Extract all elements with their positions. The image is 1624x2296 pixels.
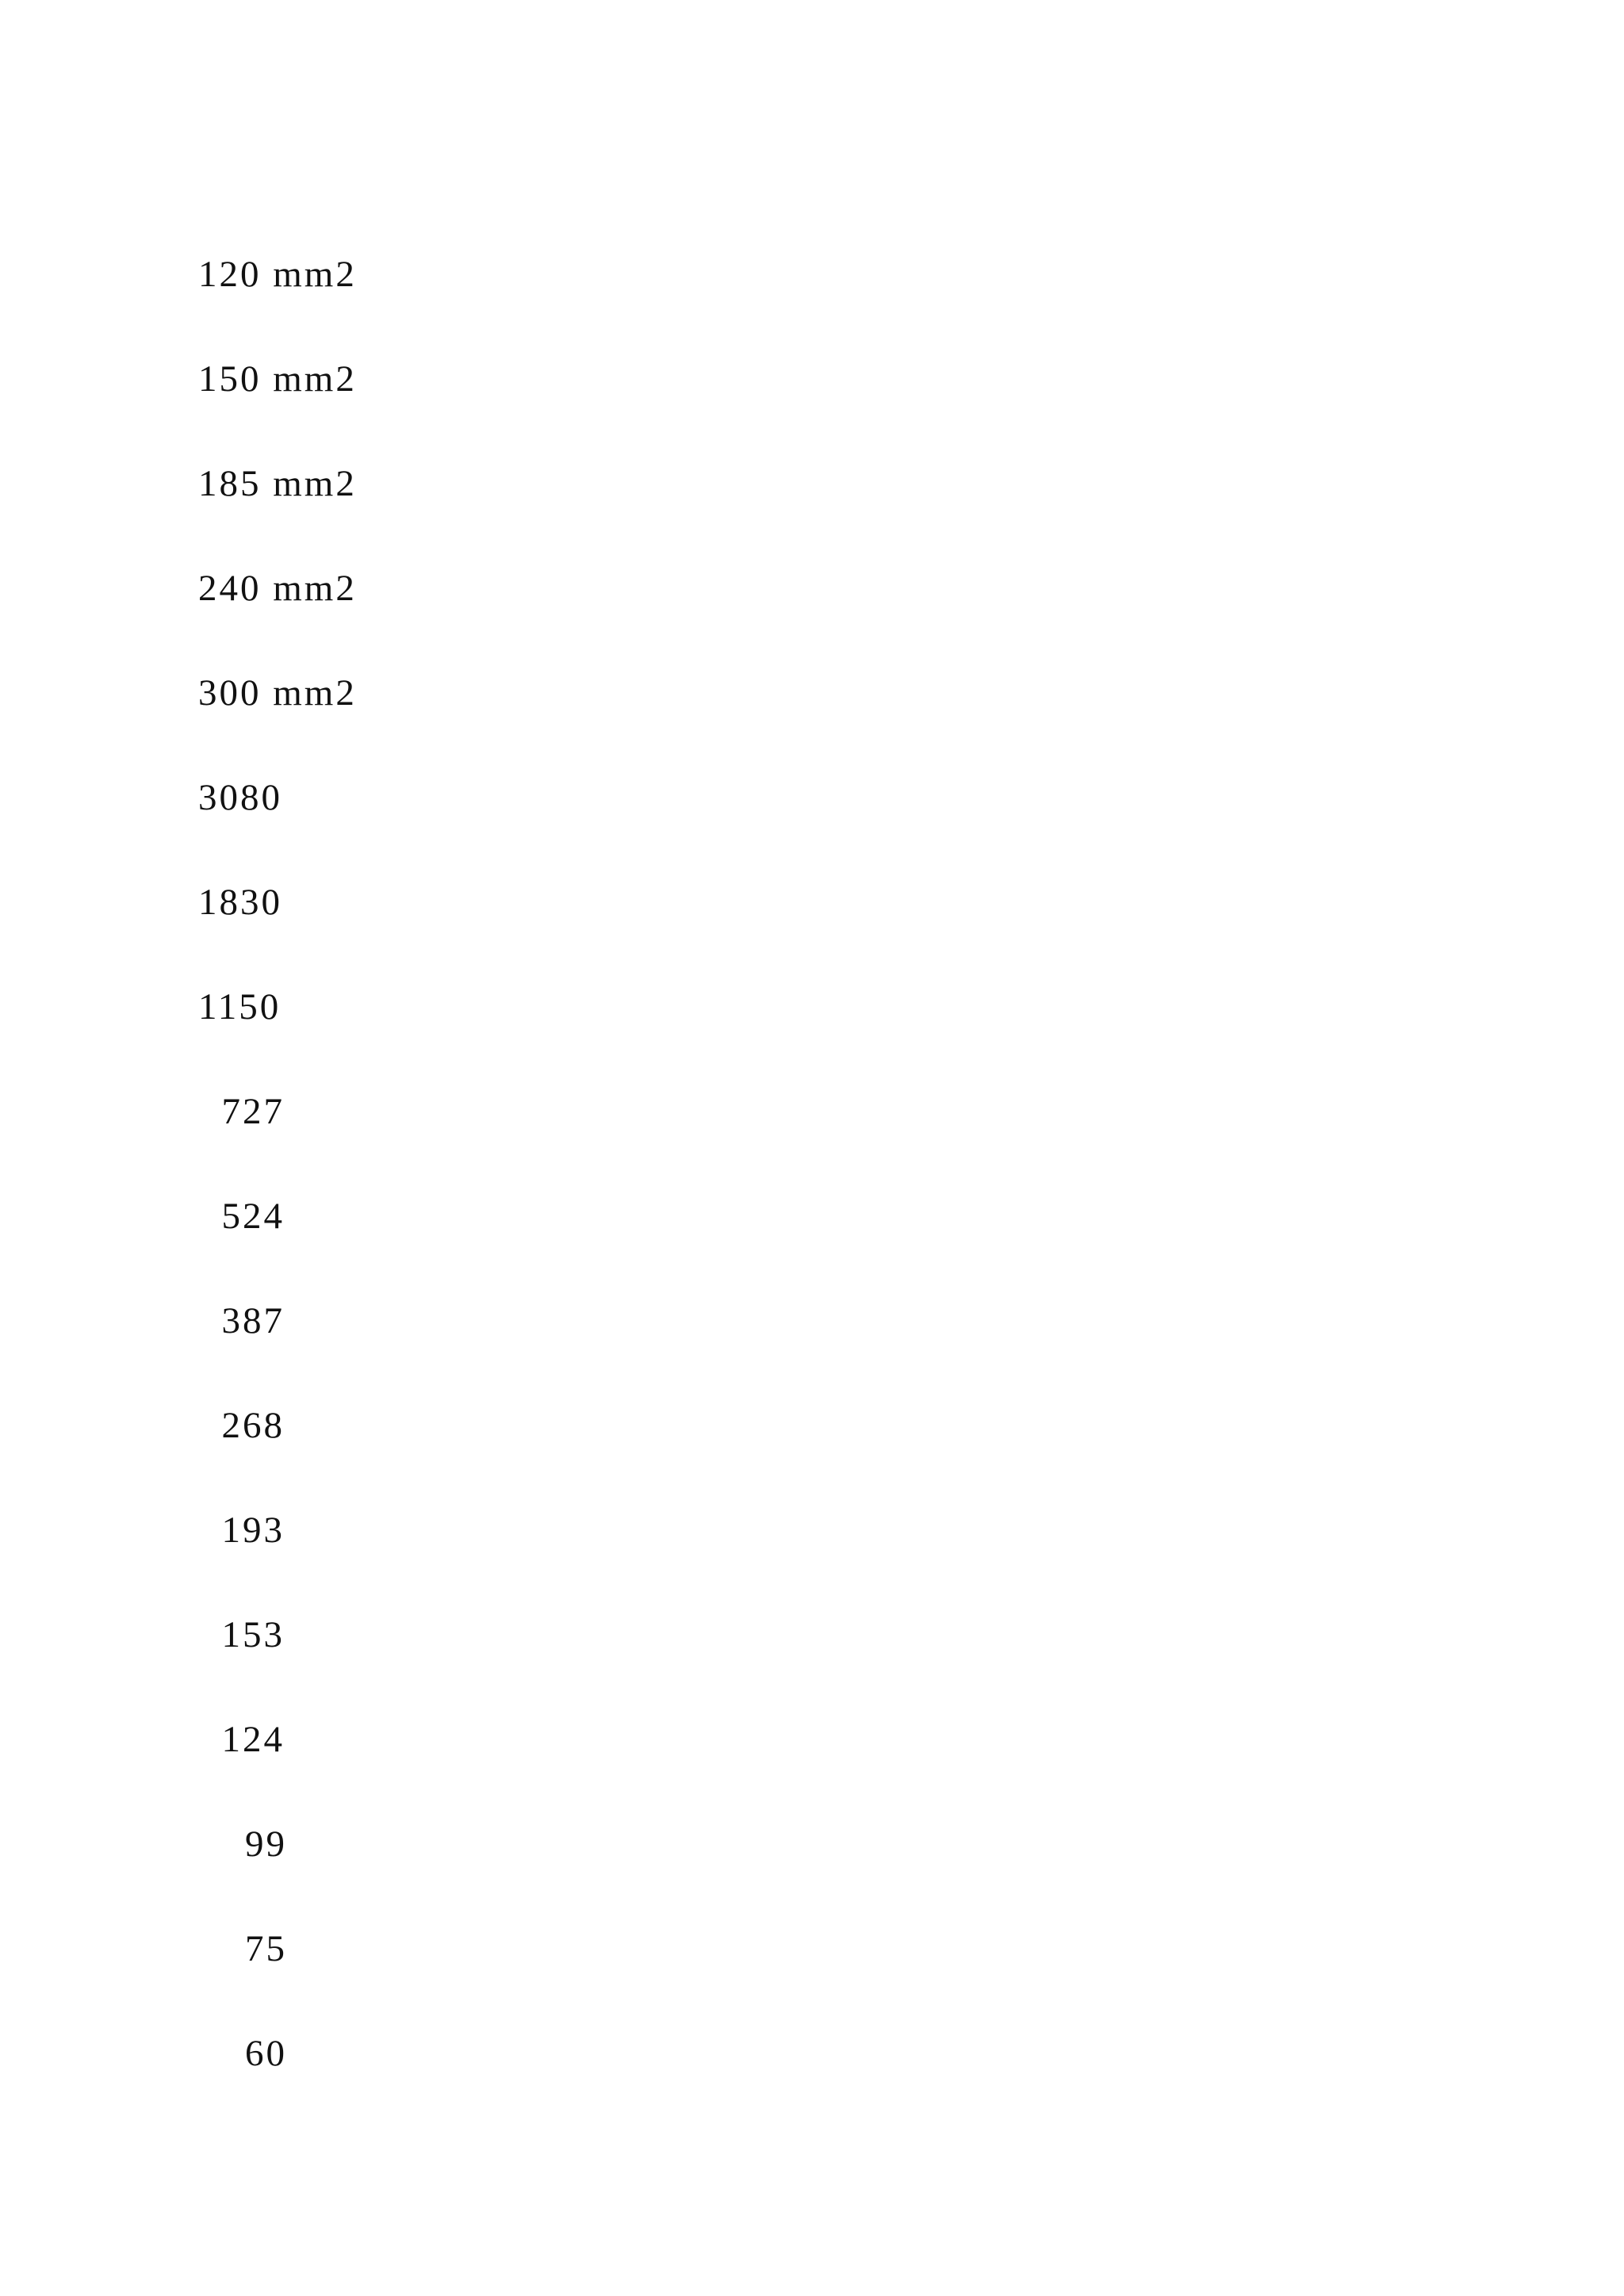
list-line: 268 bbox=[198, 1405, 285, 1446]
value-list bbox=[198, 247, 357, 2131]
list-line: 153 bbox=[198, 1614, 285, 1655]
list-line: 1830 bbox=[198, 882, 282, 923]
list-line: 240 mm2 bbox=[198, 568, 357, 609]
list-line: 524 bbox=[198, 1196, 285, 1237]
list-line: 387 bbox=[198, 1300, 285, 1341]
list-line: 150 mm2 bbox=[198, 358, 357, 400]
list-line: 75 bbox=[198, 1928, 287, 1969]
list-line: 120 mm2 bbox=[198, 254, 357, 295]
list-line: 1150 bbox=[198, 986, 282, 1027]
list-line: 3080 bbox=[198, 777, 282, 818]
list-line: 60 bbox=[198, 2033, 287, 2074]
list-line: 727 bbox=[198, 1091, 285, 1132]
list-line: 300 mm2 bbox=[198, 672, 357, 714]
list-line: 99 bbox=[198, 1823, 287, 1865]
list-line: 193 bbox=[198, 1510, 285, 1551]
list-line: 185 mm2 bbox=[198, 463, 357, 504]
list-line: 124 bbox=[198, 1719, 285, 1760]
